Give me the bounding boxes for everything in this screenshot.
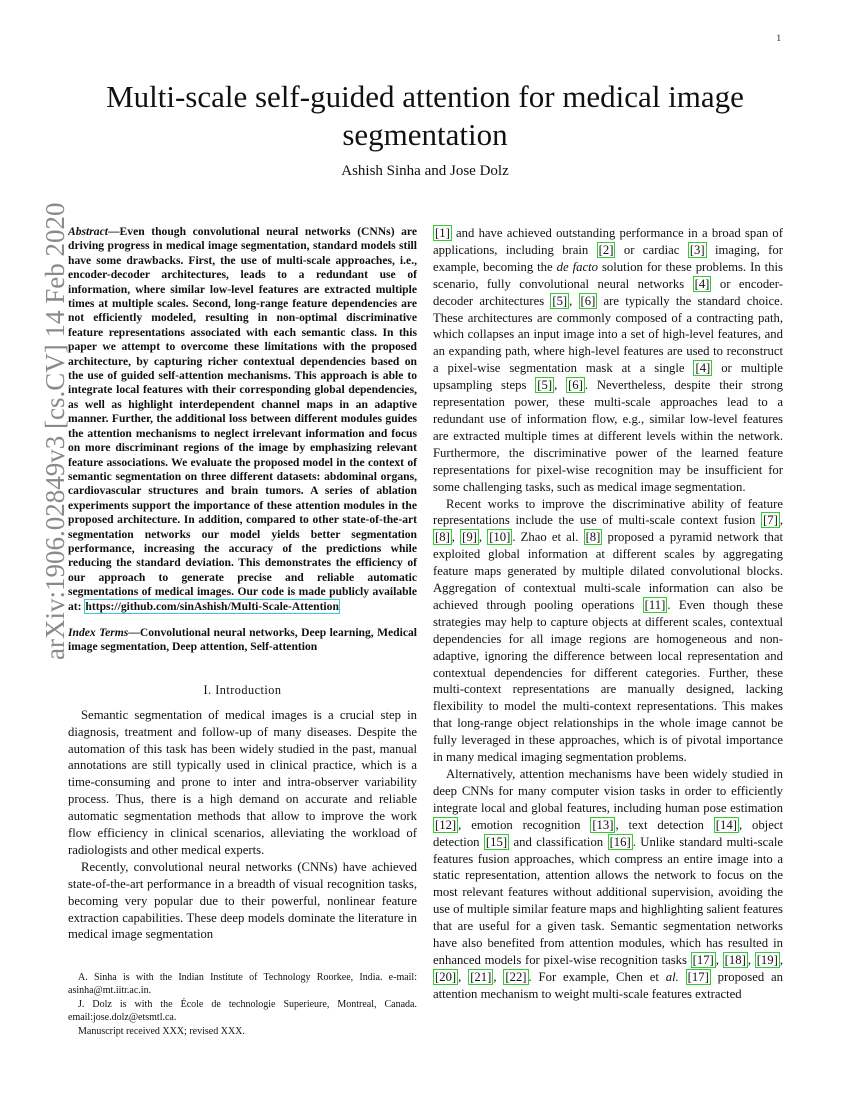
- footnote-manuscript: Manuscript received XXX; revised XXX.: [78, 1026, 245, 1037]
- citation-link[interactable]: [3]: [689, 242, 705, 257]
- citation-link[interactable]: [5]: [537, 378, 553, 393]
- text-run: ,: [779, 952, 784, 967]
- text-run: ,: [569, 293, 579, 308]
- citation-link[interactable]: [20]: [435, 969, 457, 984]
- citation-link[interactable]: [1]: [435, 226, 450, 240]
- code-link[interactable]: https://github.com/sinAshish/Multi-Scale-Attention: [85, 599, 339, 613]
- text-run: or cardiac: [615, 242, 688, 257]
- text-run: . Zhao et al.: [512, 530, 584, 545]
- citation-link[interactable]: [10]: [489, 530, 511, 545]
- text-run: ,: [779, 513, 783, 528]
- text-run: ,: [747, 952, 755, 967]
- intro-paragraph-1: Semantic segmentation of medical images is a crucial step in diagnosis, treatment and follow-up of many diseases. Despite the automation of this task has been widely studied in the past, manual annotations are still typically used in clinical practice, which is a time-consuming and prone to inter and intra-observer variability process. Thus, there is a high demand on accurate and reliable automatic segmentation methods that allow to improve the work flow efficiency in clinical scenarios, alleviating the workload of radiologists and other medical experts.: [68, 707, 417, 857]
- text-run: [679, 970, 686, 984]
- citation-link[interactable]: [8]: [585, 530, 601, 545]
- text-run: proposed an attention mechanism to weight multi-scale features extracted: [433, 969, 784, 1001]
- text-run: imaging, for example, becoming the: [433, 242, 783, 274]
- right-paragraph-3: [433, 766, 783, 1003]
- text-run: , text detection: [615, 817, 714, 832]
- section-heading-introduction: I. Introduction: [203, 682, 282, 697]
- left-column: [68, 225, 417, 943]
- footnotes: [68, 971, 417, 1039]
- footnote-sinha: A. Sinha is with the Indian Institute of Technology Roorkee, India. e-mail: asinha@mt.iitr.ac.in.: [68, 972, 417, 996]
- page-number: 1: [776, 33, 781, 43]
- citation-link[interactable]: [17]: [687, 969, 709, 984]
- text-run: or encoder-decoder architectures: [433, 276, 783, 308]
- text-run: or multiple upsampling steps: [433, 361, 783, 393]
- text-run: . Nevertheless, despite their strong representation power, these multi-scale approaches lead to a redundant use of information flow, e.g., similar low-level features are extracted multiple times at different levels within the network. Furthermore, the discriminative power of the learned feature representations for pixel-wise recognition may be insufficient for some challenging tasks, such as medical image segmentation.: [433, 378, 783, 494]
- right-column: [433, 225, 783, 1003]
- citation-link[interactable]: [2]: [598, 242, 614, 257]
- text-run: . For example, Chen et: [528, 969, 666, 984]
- text-run: ,: [554, 378, 567, 393]
- citation-link[interactable]: [8]: [435, 530, 450, 545]
- text-run: , emotion recognition: [458, 817, 591, 832]
- text-run: ,: [478, 530, 488, 545]
- citation-link[interactable]: [7]: [763, 513, 778, 528]
- index-terms-body: —Convolutional neural networks, Deep learning, Medical image segmentation, Deep attention, Self-attention: [68, 625, 417, 654]
- abstract-body: —Even though convolutional neural networks (CNNs) are driving progress in medical image segmentation, standard models still have some drawbacks. First, the use of multi-scale approaches, i.e., encoder-decoder architectures, leads to a redundant use of information, where similar low-level features are extracted multiple times at multiple scales. Second, long-range feature dependencies are not efficiently modeled, resulting in non-optimal discriminative feature representations associated with each semantic class. In this paper we attempt to overcome these limitations with the proposed architecture, by capturing richer contextual dependencies based on the use of guided self-attention mechanisms. This approach is able to integrate local features with their corresponding global dependencies, as well as highlight interdependent channel maps in an adaptive manner. Further, the additional loss between different modules guides the attention mechanisms to neglect irrelevant information and focus on more discriminant regions of the image by emphasizing relevant feature associations. We evaluate the proposed model in the context of semantic segmentation on three different datasets: abdominal organs, cardiovascular structures and brain tumors. A series of ablation experiments support the importance of these attention modules in the proposed architecture. In addition, compared to other state-of-the-art segmentation networks our model yields better segmentation performance, increasing the accuracy of the predictions while reducing the standard deviation. This demonstrates the efficiency of our approach to generate precise and reliable automatic segmentations of medical images. Our code is made publicly available at:: [68, 225, 417, 613]
- text-run: , object detection: [433, 817, 783, 849]
- text-run: Alternatively, attention mechanisms have been widely studied in deep CNNs for many computer vision tasks in order to efficiently integrate local and global features, including human pose estimation: [433, 767, 783, 815]
- citation-link[interactable]: [9]: [462, 530, 477, 545]
- text-run: . Unlike standard multi-scale features fusion approaches, which compress an entire image into a static representation, attention allows the network to focus on the most relevant features without additional supervision, avoiding the use of multiple similar feature maps and highlighting salient features that are useful for a given task. Semantic segmentation networks have also benefited from attention modules, which has resulted in enhanced models for pixel-wise recognition tasks: [433, 834, 783, 967]
- text-run: ,: [715, 952, 723, 967]
- text-run: Recent works to improve the discriminative ability of feature representations include the use of multi-scale context fusion: [433, 496, 783, 528]
- abstract-label: Abstract: [68, 225, 108, 238]
- citation-link[interactable]: [17]: [692, 952, 714, 967]
- citation-link[interactable]: [6]: [568, 378, 583, 393]
- text-run: ,: [493, 969, 504, 984]
- citation-link[interactable]: [19]: [756, 952, 778, 967]
- citation-link[interactable]: [22]: [505, 969, 527, 984]
- text-run: are typically the standard choice. These architectures are commonly composed of a contracting path, which collapses an input image into a set of high-level features, and an expanding path, where high-level features are used to reconstruct a pixel-wise segmentation mask at a single: [433, 293, 783, 376]
- citation-link[interactable]: [11]: [644, 597, 666, 612]
- citation-link[interactable]: [16]: [609, 834, 631, 849]
- abstract: [68, 225, 417, 614]
- index-terms-label: Index Terms: [68, 625, 129, 639]
- text-run: proposed a pyramid network that exploited global information at different scales by aggregating feature maps generated by multiple dilated convolutional blocks. Aggregation of contextual multi-scale information can also be achieved through pooling operations: [433, 530, 784, 612]
- arxiv-identifier: arXiv:1906.02849v3 [cs.CV] 14 Feb 2020: [40, 202, 70, 660]
- text-run: ,: [451, 530, 461, 545]
- citation-link[interactable]: [14]: [715, 817, 737, 832]
- text-run: solution for these problems. In this scenario, fully convolutional neural networks: [433, 259, 783, 291]
- intro-paragraph-2: Recently, convolutional neural networks (CNNs) have achieved state-of-the-art performance in a breadth of visual recognition tasks, becoming very popular due to their powerful, nonlinear feature extraction capabilities. These deep models dominate the literature in medical image segmentation: [68, 859, 417, 942]
- right-paragraph-2: [433, 496, 783, 767]
- emphasis-text: al.: [665, 969, 679, 984]
- authors: Ashish Sinha and Jose Dolz: [341, 163, 509, 179]
- text-run: ,: [458, 969, 469, 984]
- text-run: . Even though these strategies may help to capture objects at different scales, contextual dependencies for all image regions are homogeneous and non-adaptive, ignoring the difference between local representation and contextual dependencies for different categories. Further, these multi-context representations are manually designed, lacking flexibility to model the multi-context representations. This makes that long-range object relationships in the whole image cannot be fully leveraged in these approaches, which is of pivotal importance in many medical imaging segmentation problems.: [433, 597, 783, 765]
- footnote-dolz: J. Dolz is with the École de technologie Superieure, Montreal, Canada. email:jose.dolz@etsmtl.ca.: [68, 999, 417, 1023]
- index-terms: [68, 626, 417, 655]
- citation-link[interactable]: [4]: [695, 361, 711, 376]
- citation-link[interactable]: [18]: [724, 952, 746, 967]
- citation-link[interactable]: [15]: [485, 834, 508, 849]
- citation-link[interactable]: [6]: [580, 293, 596, 308]
- emphasis-text: de facto: [556, 259, 598, 274]
- citation-link[interactable]: [13]: [592, 817, 614, 832]
- text-run: and classification: [509, 834, 608, 849]
- citation-link[interactable]: [5]: [552, 293, 568, 308]
- text-run: and have achieved outstanding performance in a broad span of applications, including brain: [433, 226, 783, 257]
- citation-link[interactable]: [12]: [435, 817, 457, 832]
- citation-link[interactable]: [21]: [470, 969, 492, 984]
- paper-title: Multi-scale self-guided attention for medical image segmentation: [106, 79, 744, 152]
- citation-link[interactable]: [4]: [694, 276, 710, 291]
- right-paragraph-1: [433, 225, 783, 496]
